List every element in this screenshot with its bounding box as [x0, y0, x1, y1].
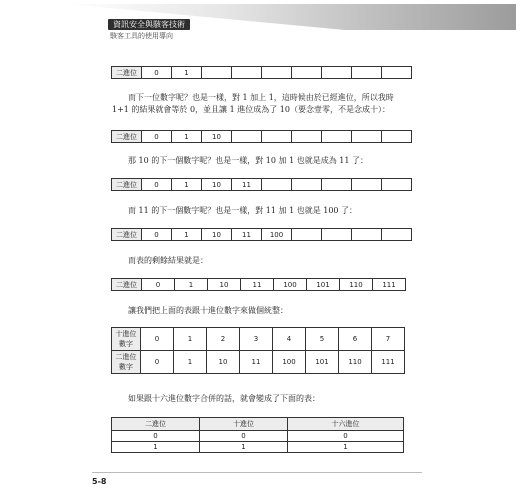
- cell: 1: [172, 229, 202, 241]
- binary-strip-1: [111, 66, 412, 79]
- cell: 111: [373, 279, 406, 291]
- cell: 0: [142, 279, 175, 291]
- row-label: 二進位: [112, 179, 142, 191]
- cell: 111: [372, 351, 405, 374]
- header-hex: 十六進位: [288, 418, 404, 431]
- cell: 10: [202, 131, 232, 143]
- cell: [202, 67, 232, 79]
- cell: [262, 67, 292, 79]
- cell: 10: [202, 179, 232, 191]
- cell: [352, 67, 382, 79]
- cell: [322, 131, 352, 143]
- cell: 100: [273, 351, 306, 374]
- cell: [232, 131, 262, 143]
- cell: 1: [112, 442, 200, 453]
- header-decimal: 十進位: [200, 418, 288, 431]
- cell: 11: [232, 229, 262, 241]
- row-label: 二進位: [112, 131, 142, 143]
- cell: 100: [274, 279, 307, 291]
- cell: [352, 229, 382, 241]
- cell: [352, 131, 382, 143]
- cell: [232, 67, 262, 79]
- base-conversion-table: [111, 417, 404, 453]
- cell: 0: [142, 229, 172, 241]
- cell: 1: [200, 442, 288, 453]
- cell: 100: [262, 229, 292, 241]
- binary-strip-2: [111, 130, 412, 143]
- cell: 1: [174, 351, 207, 374]
- cell: 11: [240, 351, 273, 374]
- cell: [382, 67, 412, 79]
- cell: [322, 229, 352, 241]
- cell: 1: [174, 328, 207, 351]
- cell: 10: [207, 351, 240, 374]
- cell: 2: [207, 328, 240, 351]
- cell: 0: [141, 328, 174, 351]
- binary-strip-4: [111, 228, 412, 241]
- cell: 0: [288, 431, 404, 442]
- cell: [322, 179, 352, 191]
- cell: 11: [232, 179, 262, 191]
- binary-strip-5: [111, 278, 406, 291]
- cell: [262, 179, 292, 191]
- cell: [292, 229, 322, 241]
- cell: [352, 179, 382, 191]
- cell: 1: [175, 279, 208, 291]
- paragraph-2: 那 10 的下一個數字呢？也是一樣，對 10 加 1 也就是成為 11 了：: [128, 156, 368, 165]
- cell: 0: [200, 431, 288, 442]
- cell: 10: [208, 279, 241, 291]
- cell: 1: [172, 131, 202, 143]
- cell: 0: [141, 351, 174, 374]
- cell: 0: [112, 431, 200, 442]
- cell: 5: [306, 328, 339, 351]
- cell: 101: [307, 279, 340, 291]
- cell: 110: [339, 351, 372, 374]
- cell: 1: [288, 442, 404, 453]
- cell: 0: [142, 67, 172, 79]
- cell: [382, 179, 412, 191]
- paragraph-1: 而下一位數字呢？也是一樣，對 1 加上 1，這時候由於已經進位，所以我時: [128, 93, 394, 102]
- binary-label: 二進位 數字: [112, 351, 141, 374]
- cell: [292, 131, 322, 143]
- row-label: 二進位: [112, 229, 142, 241]
- cell: 101: [306, 351, 339, 374]
- paragraph-6: 如果跟十六進位數字合併的話，就會變成了下面的表：: [128, 394, 320, 403]
- cell: [322, 67, 352, 79]
- cell: [382, 229, 412, 241]
- cell: 0: [142, 179, 172, 191]
- decimal-label: 十進位 數字: [112, 328, 141, 351]
- chapter-tag: 資訊安全與駭客技術: [108, 19, 190, 30]
- binary-decimal-table: [111, 327, 405, 374]
- cell: 110: [340, 279, 373, 291]
- page-number: 5-8: [92, 477, 107, 486]
- cell: [292, 67, 322, 79]
- header-binary: 二進位: [112, 418, 200, 431]
- binary-strip-3: [111, 178, 412, 191]
- paragraph-3: 而 11 的下一個數字呢？也是一樣，對 11 加 1 也就是 100 了：: [128, 206, 358, 215]
- cell: [382, 131, 412, 143]
- cell: [262, 131, 292, 143]
- row-label: 二進位: [112, 67, 142, 79]
- row-label: 二進位: [112, 279, 142, 291]
- cell: 11: [241, 279, 274, 291]
- cell: 1: [172, 179, 202, 191]
- chapter-subtitle: 駭客工具的使用導向: [110, 32, 173, 40]
- cell: [292, 179, 322, 191]
- cell: 6: [339, 328, 372, 351]
- cell: 4: [273, 328, 306, 351]
- cell: 7: [372, 328, 405, 351]
- footer-rule: [92, 472, 422, 473]
- paragraph-5: 讓我們把上面的表跟十進位數字來做個統整：: [128, 306, 288, 315]
- cell: 3: [240, 328, 273, 351]
- cell: 1: [172, 67, 202, 79]
- cell: 0: [142, 131, 172, 143]
- cell: 10: [202, 229, 232, 241]
- paragraph-4: 而表的剩餘結果就是：: [128, 256, 208, 265]
- paragraph-1b: 1+1 的結果就會等於 0，並且讓 1 進位成為了 10（要念壹零，不是念成十）：: [112, 105, 390, 114]
